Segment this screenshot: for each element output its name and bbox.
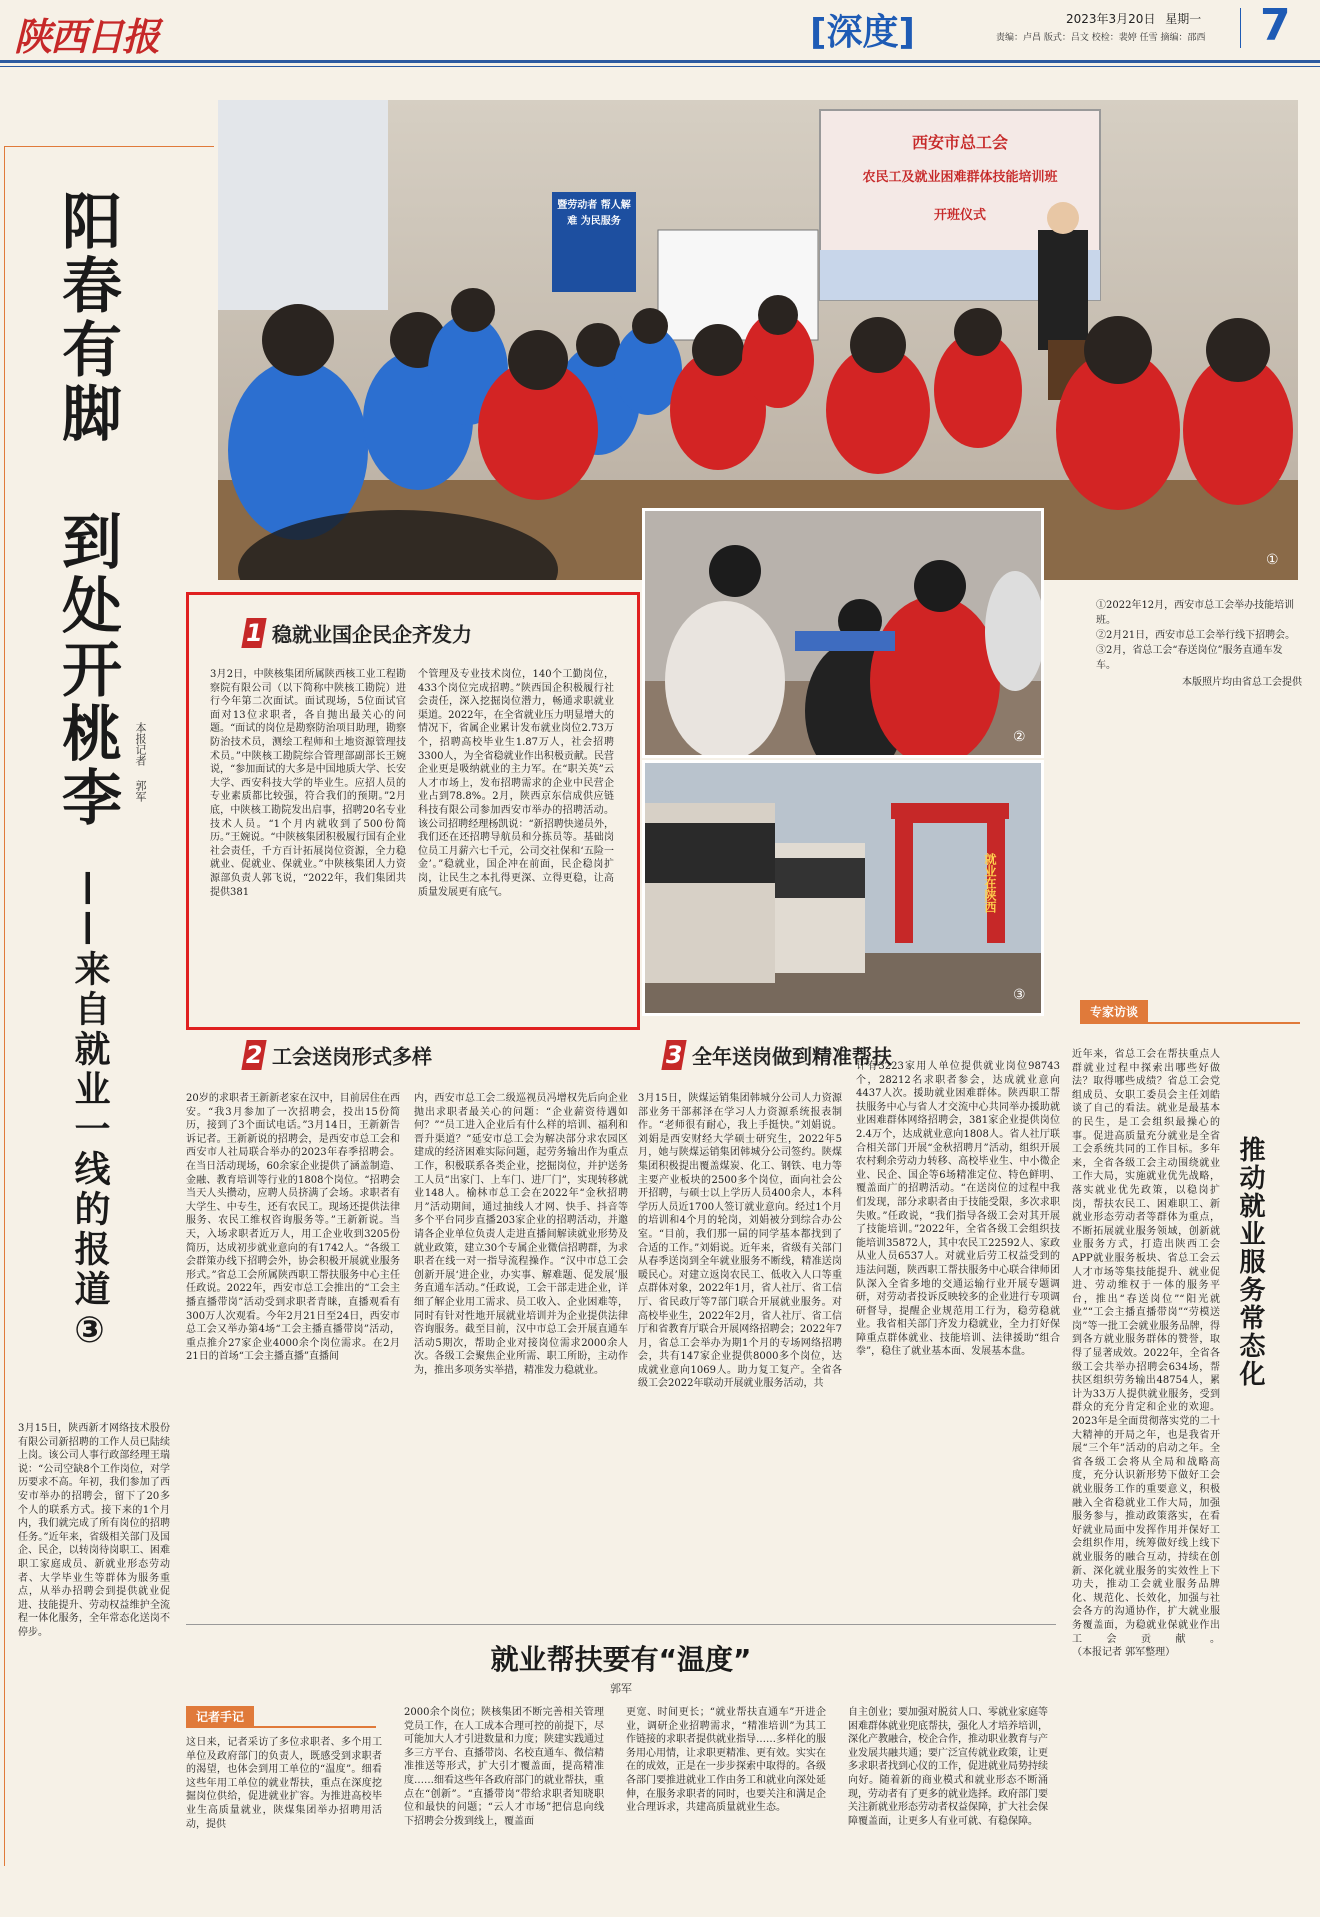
section-3-col2: 计有3223家用人单位提供就业岗位98743个，28212名求职者参会，达成就业意向4437人次。援助就业困难群体。陕西职工帮扶服务中心与省人才交流中心共同举办援助就业困难群体网络招聘会，381家企业提供岗位2.4万个，达成就业意向1808人。省人社厅联合相关部门开展“金秋招聘月”活动，组织开展农村剩余劳动力转移、高校毕业生、中小微企业、民企、国企等6场精准定位、特色鲜明、覆盖面广的招聘活动。“在送岗位的过程中我们发现，部分求职者由于技能受限，多次求职失败。”任政说，“我们指导各级工会对其开展了技能培训。”2022年，全省各级工会组织技能培训35872人，其中农民工22592人、家政从业人员6537人。对就业后劳工权益受到的违法问题，陕西职工帮扶服务中心联合律师团队深入全省多地的交通运输行业开展专题调研，对劳动者投诉反映较多的企业进行专项调研督导，提醒企业规范用工行为，稳劳稳就业。我省相关部门齐发力稳就业，全力打好保障重点群体就业、技能培训、法律援助“组合拳”，稳住了就业基本面、发展基本盘。 [856, 1061, 1060, 1358]
commentary-label-text: 记者手记 [186, 1706, 254, 1727]
weekday-text: 星期一 [1165, 12, 1202, 26]
photo-job-fair [642, 508, 1044, 758]
banner-sub: 开班仪式 [933, 208, 986, 223]
photo3-number: ③ [1013, 987, 1026, 1003]
masthead [0, 0, 1320, 60]
photo2-number: ② [1013, 729, 1026, 745]
expert-text [1072, 1048, 1220, 1858]
section-1-heading [244, 618, 472, 648]
photo-captions [1096, 598, 1302, 690]
section-1-col1: 3月2日，中陕核集团所属陕西核工业工程勘察院有限公司（以下简称中陕核工勘院）进行今年第二次面试。面试现场，5位面试官面对13位求职者，各自抛出最关心的问题。“面试的岗位是勘察防治项目助理，勘察防治技术员，测绘工程师和土地资源管理技术员。”中陕核工勘院综合管理部副部长王婉说，“参加面试的大多是中国地质大学、长安大学、西安科技大学的毕业生。应招人员的专业素质都比较强，符合我们的预期。”2月底，中陕核工勘院发出启事，招聘20名专业技术人员。“1个月内就收到了500份简历。”王婉说。“中陕核集团积极履行国有企业社会责任，千方百计拓展岗位资源，全力稳就业、促就业、保就业。”中陕核集团人力资源部负责人郭飞说，“2022年，我们集团共提供381 [210, 669, 406, 898]
caption-credit: 本版照片均由省总工会提供 [1182, 677, 1302, 688]
section-label: [深度] [810, 12, 915, 53]
main-headline-part1: 阳春有脚 [52, 190, 122, 446]
commentary-col1: 这日来，记者采访了多位求职者、多个用工单位及政府部门的负责人，既感受到求职者的渴望，也体会到用工单位的“温度”。细看这些年用工单位的就业帮扶，重点在深度挖掘岗位供给，促进就业扩容。为推进高校毕业生高质量就业，陕煤集团举办招聘用活动，提供 [186, 1737, 382, 1830]
commentary-col4: 自主创业；要加强对脱贫人口、零就业家庭等困难群体就业兜底帮扶，强化人才培养培训，深化产教融合，校企合作，推动职业教育与产业发展共融共通；要广泛宣传就业政策，让更多求职者找到心仪的工作，促进就业局势持续向好。随着新的商业模式和就业形态不断涌现，劳动者有了更多的就业选择。政府部门要关注新就业形态劳动者权益保障，扩大社会保障覆盖面，让更多人有业可就、有稳保障。 [848, 1707, 1048, 1827]
commentary-rule [186, 1624, 1056, 1625]
section-3-col1: 3月15日，陕煤运销集团韩城分公司人力资源部业务干部郝泽在学习人力资源系统报表制作。“老师很有耐心，我上手挺快。”刘娟说。刘娟是西安财经大学硕士研究生，2022年5月，她与陕煤运销集团韩城分公司签约。陕煤集团积极提出覆盖煤炭、化工、钢铁、电力等主要产业板块的2500多个岗位，面向社会公开招聘，与硕士以上学历人员400余人，本科学历人员近1700人签订就业意向。经过1个月的培训和4个月的轮岗，刘娟被分到综合办公室。“目前，我们那一届的同学基本都找到了合适的工作。”刘娟说。近年来，省级有关部门从春季送岗到全年就业服务不断线，精准送岗暖民心。对建立返岗农民工、低收入人口等重点群体对象，2022年1月，省人社厅、省工信厅、省民政厅等7部门联合开展就业服务。对高校毕业生，2022年2月，省人社厅、省工信厅和省教育厅联合开展网络招聘会；2022年7月，省总工会举办为期1个月的专场网络招聘会，共有147家企业提供8000多个岗位，达成就业意向1069人。助力复工复产。全省各级工会2022年联动开展就业服务活动，共 [638, 1093, 842, 1390]
caption-1: ①2022年12月，西安市总工会举办技能培训班。 [1096, 600, 1295, 626]
commentary-col2: 2000余个岗位；陕核集团不断完善相关管理党员工作，在人工成本合理可控的前提下，尽可能加大人才引进数量和力度；陕建实践通过多三方平台、直播带岗、名校直通车、微信精准推送等形式，扩大引才覆盖面，提高精准度……细看这些年各政府部门的就业帮扶，重点在“创新”。“直播带岗”带给求职者知晓职位和最快的问题；“云人才市场”把信息向线下招聘会分拨到线上，覆盖面 [404, 1707, 604, 1827]
frame-line-top [4, 146, 214, 147]
section-1-title: 稳就业国企民企齐发力 [272, 622, 472, 647]
section-2-col2: 内，西安市总工会二级巡视员冯增权先后向企业抛出求职者最关心的问题：“企业薪资待遇如何？”“员工进入企业后有什么样的培训、福利和晋升渠道？”延安市总工会为解决部分求农园区建成的经济困难实际问题，起劳务输出作为重点工作，积极联系各类企业，挖掘岗位，并护送务工人员“出家门、上车门、进厂门”，实现转移就业148人。榆林市总工会在2022年“金秋招聘月”活动期间，通过抽线人才网、快手、抖音等多个平台同步直播203家企业的招聘活动，并邀请各企业单位负责人走进直播间解读就业形势及就业政策，建立30个专属企业微信招聘群，为求职者在线一对一指导流程操作。“汉中市总工会创新开展‘进企业，办实事、解难题、促发展’服务直通车活动。”任政说，工会干部走进企业，详细了解企业用工需求、员工收入、企业困难等，同时有针对性地开展就业培训并为企业提供法律咨询服务。截至目前，汉中市总工会开展直通车活动5期次，帮助企业对接岗位需求2000余人次。各级工会聚焦企业所需、职工所盼，主动作为，推出多项务实举措，精准发力稳就业。 [414, 1093, 628, 1376]
expert-title: 推动就业服务常态化 [1235, 1136, 1265, 1388]
expert-label [1080, 1000, 1300, 1024]
issue-date [1066, 10, 1201, 27]
sub-headline: ——来自就业一线的报道③ [69, 870, 110, 1355]
section-2-title: 工会送岗形式多样 [272, 1044, 432, 1069]
masthead-divider [1240, 8, 1241, 48]
photo-job-fair-illustration [645, 511, 1041, 755]
arch-text: 就业在陕西 [983, 853, 997, 913]
section-1-col2: 个管理及专业技术岗位，140个工勤岗位，433个岗位完成招聘。”陕西国企积极履行社会责任，深入挖掘岗位潜力，畅通求职就业渠道。2022年，在全省就业压力明显增大的情况下，省属企业累计发布就业岗位2.73万个，招聘高校毕业生1.87万人，社会招聘3300人，为全省稳就业作出积极贡献。民营企业更是吸纳就业的主力军。在“职关英”云人才市场上，发布招聘需求的企业中民营企业占到78.8%。2月，陕西京东信成供应链科技有限公司参加西安市举办的招聘活动。该公司招聘经理杨凯说：“新招聘快递员外，我们还在还招聘导航员和分拣员等。基础岗位员工月薪六七千元，公司交社保和‘五险一金’。”稳就业，国企冲在前面，民企稳岗扩岗，让民生之本扎得更深、立得更稳，让高质量发展更有底气。 [418, 669, 614, 898]
caption-2: ②2月21日，西安市总工会举行线下招聘会。 [1096, 630, 1296, 641]
masthead-rule-thin [0, 66, 1320, 67]
commentary-title: 就业帮扶要有“温度” [490, 1643, 752, 1676]
expert-body: 近年来，省总工会在帮扶重点人群就业过程中探索出哪些好做法？取得哪些成绩？省总工会党组成员、女职工委员会主任刘皓谈了自己的看法。就业是最基本的民生，是工会组织最操心的事。促进高质量充分就业是全省工会系统共同的工作目标。多年来，全省各级工会主动围绕就业工作大局，实施就业优先战略，落实就业优先政策，以稳岗扩岗，帮扶农民工、困难职工、新就业形态劳动者等群体为重点，不断拓展就业服务领域，创新就业服务方式，打造出陕西工会APP就业服务板块、省总工会云人才市场等集技能提升、就业促进、劳动维权于一体的服务平台，推出“春送岗位”“阳光就业”“工会主播直播带岗”“劳模送岗”等一批工会就业服务品牌，得到各方就业服务群体的赞誉，取得了显著成效。2022年，全省各级工会共举办招聘会634场，帮扶区组织劳务输出48754人，累计为33万人提供就业服务，受到群众的充分肯定和企业的欢迎。2023年是全面贯彻落实党的二十大精神的开局之年，也是我省开展“三个年”活动的启动之年。全省各级工会将从全局和战略高度，充分认识新形势下做好工会就业服务工作的重要意义，积极融入全省稳就业工作大局，加强服务参与，推动政策落实，在看好就业局面中发挥作用并保好工会组织作用，统筹做好线上线下就业服务的融合互动，持续在创新、深化就业服务的实效性上下功夫，推动工会就业服务品牌化、规范化、长效化，加强与社会各方的沟通协作，扩大就业服务覆盖面，为稳就业保就业作出工会贡献。 [1072, 1049, 1220, 1645]
section-2-number: 2 [243, 1041, 265, 1069]
photo-bus-direct [642, 760, 1044, 1016]
credits-line: 责编：卢昌 版式：吕文 校检：裴婷 任雪 摘编：邵西 [996, 33, 1206, 43]
commentary-col3: 更宽、时间更长；“就业帮扶直通车”开进企业，调研企业招聘需求，“精准培训”为其工作链接的求职者提供就业指导……多样化的服务用心用情，让求职更精准、更有效。实实在在的成效，正是在一步步探索中取得的。各级各部门要推进就业工作由务工和就业向深处延伸，在服务求职者的同时，也要关注和满足企业合理诉求，共建高质量就业生态。 [626, 1707, 826, 1814]
byline-name: 郭军 [134, 779, 147, 802]
frame-line [4, 146, 5, 1866]
section-3-number: 3 [663, 1041, 685, 1069]
photo1-number: ① [1266, 552, 1279, 568]
caption-3: ③2月，省总工会“春送岗位”服务直通车发车。 [1096, 645, 1283, 671]
byline-label: 本报记者 [134, 722, 147, 766]
date-text: 2023年3月20日 [1066, 12, 1156, 26]
main-headline-part2: 到处开桃李 [52, 510, 122, 830]
section-3-title: 全年送岗做到精准帮扶 [692, 1044, 892, 1069]
banner-title: 农民工及就业困难群体技能培训班 [862, 170, 1058, 185]
banner-org: 西安市总工会 [911, 133, 1008, 152]
masthead-rule [0, 60, 1320, 63]
page-number: 7 [1260, 0, 1291, 51]
section-2-col1: 20岁的求职者王新新老家在汉中，目前居住在西安。“我3月参加了一次招聘会，投出15份简历，接到了3个面试电话。”3月14日，王新新告诉记者。王新新说的招聘会，是西安市总工会和西安市人社局联合举办的2023年春季招聘会。在当日活动现场，60余家企业提供了涵盖制造、金融、教育培训等行业的1808个岗位。“招聘会当天人头攒动，应聘人员挤满了会场。求职者有大学生、中专生，还有农民工。现场还提供法律服务、农民工维权咨询服务等。”王新新说。当天，入场求职者近万人，用工企业收到3205份简历，达成初步就业意向的有1742人。“各级工会群策办线下招聘会外，协会积极开展就业服务形式。”省总工会所属陕西职工帮扶服务中心主任任政说。2022年，西安市总工会推出的“工会主播直播带岗”活动受到求职者青睐，直播观看有300万人次观看。今年2月21日至24日，西安市总工会又举办第4场“工会主播直播带岗”活动，重点推介27家企业4000余个岗位需求。在2月21日的首场“工会主播直播”直播间 [186, 1093, 400, 1363]
wall-sign: 暨劳动者 帮人解难 为民服务 [557, 200, 631, 227]
lead-story: 3月15日，陕西新才网络技术股份有限公司新招聘的工作人员已陆续上岗。该公司人事行政部经理王瑞说：“公司空缺8个工作岗位，对学历要求不高。年初，我们参加了西安市举办的招聘会，留下了20多个人的联系方式。接下来的1个月内，我们就完成了所有岗位的招聘任务。”近年来，省级相关部门及国企、民企，以转岗待岗职工、困难职工家庭成员、新就业形态劳动者、大学毕业生等群体为服务重点，从举办招聘会到提供就业促进、技能提升、劳动权益维护全流程一体化服务，全年常态化送岗不停步。 [18, 1423, 170, 1638]
commentary-label [186, 1706, 376, 1728]
byline [132, 722, 148, 802]
expert-sign: （本报记者 郭军整理） [1072, 1647, 1176, 1659]
section-2-heading [244, 1040, 432, 1070]
expert-label-text: 专家访谈 [1080, 1000, 1148, 1023]
commentary-author: 郭军 [610, 1682, 632, 1695]
section-1-number: 1 [243, 619, 265, 647]
newspaper-logo: 陕西日报 [14, 14, 159, 59]
